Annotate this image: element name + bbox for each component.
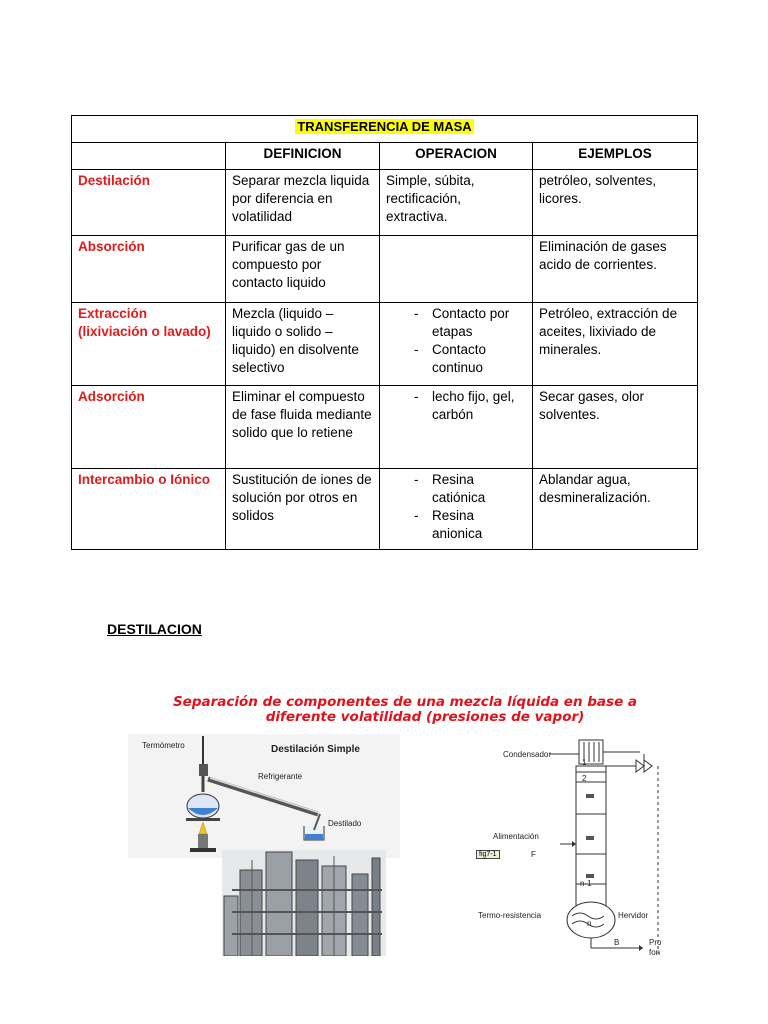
condenser-column-label: Condensador bbox=[503, 750, 552, 759]
figure-tag: fig7-1 bbox=[476, 850, 500, 859]
product-label: Pro bbox=[649, 938, 662, 947]
reboiler-label: Hervidor bbox=[618, 911, 649, 920]
definition-cell: Separar mezcla liquida por diferencia en volatilidad bbox=[226, 170, 380, 236]
header-definicion: DEFINICION bbox=[226, 143, 380, 170]
figure-title bbox=[150, 695, 660, 725]
operation-cell bbox=[380, 303, 533, 386]
product2-label: fon bbox=[649, 948, 661, 957]
examples-cell: petróleo, solventes, licores. bbox=[533, 170, 698, 236]
operation-item: - Contacto continuo bbox=[386, 341, 526, 377]
definition-cell: Sustitución de iones de solución por otros en solidos bbox=[226, 469, 380, 550]
table-title-row bbox=[72, 116, 698, 143]
operation-item: - lecho fijo, gel, carbón bbox=[386, 388, 526, 424]
thermo-label: Termo-resistencia bbox=[478, 911, 542, 920]
figure-title-line2: diferente volatilidad (presiones de vapor) bbox=[265, 709, 585, 725]
mass-transfer-table bbox=[71, 115, 698, 550]
operation-item: - Resina anionica bbox=[386, 507, 526, 543]
process-name: Adsorción bbox=[72, 386, 226, 469]
section-title: DESTILACION bbox=[107, 621, 202, 637]
distillation-column-diagram bbox=[468, 734, 668, 956]
header-operacion: OPERACION bbox=[380, 143, 533, 170]
process-name: Extracción (lixiviación o lavado) bbox=[72, 303, 226, 386]
operation-item: - Resina catiónica bbox=[386, 471, 526, 507]
operation-cell bbox=[380, 386, 533, 469]
operation-cell bbox=[380, 236, 533, 303]
table-header-row bbox=[72, 143, 698, 170]
industrial-plant-image bbox=[222, 850, 386, 956]
definition-cell: Purificar gas de un compuesto por contacto liquido bbox=[226, 236, 380, 303]
definition-cell: Eliminar el compuesto de fase fluida mediante solido que lo retiene bbox=[226, 386, 380, 469]
tray-n-label: n bbox=[587, 919, 592, 928]
examples-cell: Petróleo, extracción de aceites, lixiviado de minerales. bbox=[533, 303, 698, 386]
distillation-figure bbox=[128, 686, 668, 956]
header-empty bbox=[72, 143, 226, 170]
definition-cell: Mezcla (liquido – liquido o solido – liquido) en disolvente selectivo bbox=[226, 303, 380, 386]
header-ejemplos: EJEMPLOS bbox=[533, 143, 698, 170]
distillate-label: Destilado bbox=[328, 819, 362, 828]
table-row bbox=[72, 170, 698, 236]
thermometer-label: Termómetro bbox=[142, 741, 185, 750]
operation-item: - Contacto por etapas bbox=[386, 305, 526, 341]
operation-cell: Simple, súbita, rectificación, extractiva. bbox=[380, 170, 533, 236]
operation-cell bbox=[380, 469, 533, 550]
examples-cell: Eliminación de gases acido de corrientes. bbox=[533, 236, 698, 303]
examples-cell: Secar gases, olor solventes. bbox=[533, 386, 698, 469]
feed-stream-label: F bbox=[531, 850, 536, 859]
process-name: Intercambio o Iónico bbox=[72, 469, 226, 550]
tray-2-label: 2 bbox=[582, 774, 587, 783]
table-title: TRANSFERENCIA DE MASA bbox=[297, 119, 472, 134]
condenser-label: Refrigerante bbox=[258, 772, 303, 781]
examples-cell: Ablandar agua, desmineralización. bbox=[533, 469, 698, 550]
tray-top-label: 1 bbox=[582, 758, 587, 767]
bottoms-label: B bbox=[614, 938, 620, 947]
table-row bbox=[72, 469, 698, 550]
feed-label: Alimentación bbox=[493, 832, 539, 841]
figure-title-line1: Separación de componentes de una mezcla líquida en base a bbox=[172, 694, 638, 710]
table-row bbox=[72, 303, 698, 386]
process-name: Destilación bbox=[72, 170, 226, 236]
tray-n1-label: n-1 bbox=[580, 879, 592, 888]
simple-distillation-title: Destilación Simple bbox=[271, 744, 360, 755]
process-name: Absorción bbox=[72, 236, 226, 303]
table-row bbox=[72, 236, 698, 303]
table-row bbox=[72, 386, 698, 469]
